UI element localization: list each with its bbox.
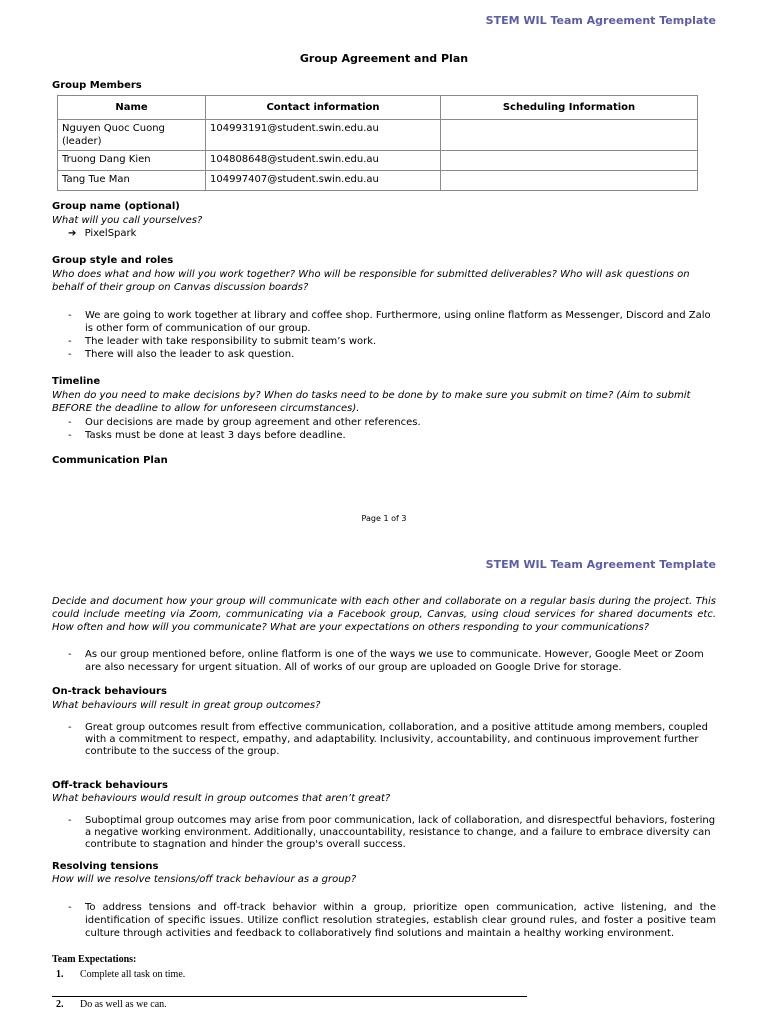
- off-track-heading: Off-track behaviours: [52, 780, 168, 791]
- arrow-icon: ➔: [68, 228, 77, 239]
- group-members-table: [57, 95, 698, 191]
- list-item: [56, 968, 185, 981]
- list-item-text: Tasks must be done at least 3 days before deadline.: [85, 430, 346, 441]
- member-name: Tang Tue Man: [58, 171, 206, 191]
- team-expectations-heading: Team Expectations:: [52, 954, 137, 965]
- list-item-text: The leader with take responsibility to submit team’s work.: [85, 336, 377, 347]
- list-item-text: There will also the leader to ask question.: [85, 349, 295, 360]
- list-item: [56, 998, 167, 1011]
- list-item: [68, 722, 716, 758]
- table-row: [58, 120, 698, 151]
- group-name-answer: PixelSpark: [84, 228, 137, 239]
- page-number: Page 1 of 3: [361, 514, 407, 523]
- resolving-tensions-question: How will we resolve tensions/off track behaviour as a group?: [52, 874, 357, 885]
- list-number: 2.: [56, 999, 64, 1010]
- dash-bullet-icon: -: [68, 417, 72, 428]
- list-item: [68, 901, 716, 940]
- divider: [52, 996, 527, 997]
- on-track-question: What behaviours will result in great group outcomes?: [52, 700, 321, 711]
- on-track-heading: On-track behaviours: [52, 686, 167, 697]
- off-track-list: [68, 815, 716, 851]
- list-item-text: To address tensions and off-track behavior within a group, prioritize open communication, active listening, and the identification of specific issues. Utilize conflict resolution strategies, establish clear ground rules, and foster a positive team culture through activities and feedback to collaboratively find solutions and maintain a healthy working environment.: [85, 902, 716, 939]
- member-schedule: [441, 151, 698, 171]
- list-item-text: Great group outcomes result from effective communication, collaboration, and a positive attitude among members, coupled with a commitment to respect, empathy, and adaptability. Inclusivity, accountability, and continuous improvement further contribute to the success of the group.: [85, 722, 708, 757]
- list-item: [68, 309, 716, 335]
- communication-question: Decide and document how your group will communicate with each other and collaborate on a regular basis during the project. This could include meeting via Zoom, communicating via a Facebook group, Canvas, using cloud services for shared documents etc. How often and how will you communicate? What are your expectations on others responding to your communications?: [52, 596, 716, 633]
- style-roles-question: Who does what and how will you work together? Who will be responsible for submitted deliverables? Who will ask questions on behalf of their group on Canvas discussion boards?: [52, 269, 690, 293]
- dash-bullet-icon: -: [68, 310, 72, 321]
- group-name-answer-line: [68, 228, 136, 239]
- list-item: [68, 416, 716, 429]
- dash-bullet-icon: -: [68, 430, 72, 441]
- dash-bullet-icon: -: [68, 649, 72, 660]
- communication-list: [68, 648, 716, 674]
- list-item: [68, 429, 716, 442]
- document-title: Group Agreement and Plan: [299, 52, 469, 65]
- member-schedule: [441, 120, 698, 151]
- timeline-list: [68, 416, 716, 442]
- list-item-text: We are going to work together at library and coffee shop. Furthermore, using online flatform as Messenger, Discord and Zalo is other form of communication of our group.: [85, 310, 711, 334]
- on-track-list: [68, 722, 716, 758]
- page-header: STEM WIL Team Agreement Template: [485, 558, 716, 571]
- style-roles-heading: Group style and roles: [52, 255, 174, 266]
- timeline-question: When do you need to make decisions by? When do tasks need to be done by to make sure you submit on time? (Aim to submit BEFORE the deadline to allow for unforeseen circumstances).: [52, 390, 691, 414]
- group-name-heading: Group name (optional): [52, 201, 180, 212]
- member-contact: 104808648@student.swin.edu.au: [206, 151, 441, 171]
- resolving-tensions-heading: Resolving tensions: [52, 861, 159, 872]
- list-item-text: Suboptimal group outcomes may arise from poor communication, lack of collaboration, and disrespectful behaviors, fostering a negative working environment. Additionally, unaccountability, resistance to change, and a failure to embrace diversity can contribute to stagnation and hinder the group's overall success.: [85, 815, 716, 850]
- dash-bullet-icon: -: [68, 722, 72, 733]
- member-schedule: [441, 171, 698, 191]
- resolving-tensions-list: [68, 901, 716, 940]
- list-item: [68, 335, 716, 348]
- dash-bullet-icon: -: [68, 336, 72, 347]
- column-header-name: Name: [58, 96, 206, 120]
- page-header: STEM WIL Team Agreement Template: [485, 14, 716, 27]
- list-item-text: Our decisions are made by group agreement and other references.: [85, 417, 421, 428]
- off-track-question: What behaviours would result in group outcomes that aren’t great?: [52, 793, 391, 804]
- column-header-contact: Contact information: [206, 96, 441, 120]
- list-item: [68, 815, 716, 851]
- list-item-text: Complete all task on time.: [80, 969, 186, 980]
- member-contact: 104997407@student.swin.edu.au: [206, 171, 441, 191]
- list-item: [68, 648, 716, 674]
- member-contact: 104993191@student.swin.edu.au: [206, 120, 441, 151]
- list-number: 1.: [56, 969, 64, 980]
- member-name: Nguyen Quoc Cuong (leader): [58, 120, 206, 151]
- list-item: [68, 348, 716, 361]
- dash-bullet-icon: -: [68, 902, 72, 913]
- list-item-text: As our group mentioned before, online flatform is one of the ways we use to communicate. However, Google Meet or Zoom are also necessary for urgent situation. All of works of our group are uploaded on Google Drive for storage.: [85, 649, 704, 673]
- list-item-text: Do as well as we can.: [80, 999, 167, 1010]
- table-header-row: [58, 96, 698, 120]
- table-row: [58, 151, 698, 171]
- style-roles-list: [68, 309, 716, 361]
- group-name-question: What will you call yourselves?: [52, 215, 203, 226]
- member-name: Truong Dang Kien: [58, 151, 206, 171]
- timeline-heading: Timeline: [52, 376, 101, 387]
- dash-bullet-icon: -: [68, 815, 72, 826]
- group-members-heading: Group Members: [52, 80, 142, 91]
- dash-bullet-icon: -: [68, 349, 72, 360]
- communication-plan-heading: Communication Plan: [52, 455, 168, 466]
- table-row: [58, 171, 698, 191]
- column-header-schedule: Scheduling Information: [441, 96, 698, 120]
